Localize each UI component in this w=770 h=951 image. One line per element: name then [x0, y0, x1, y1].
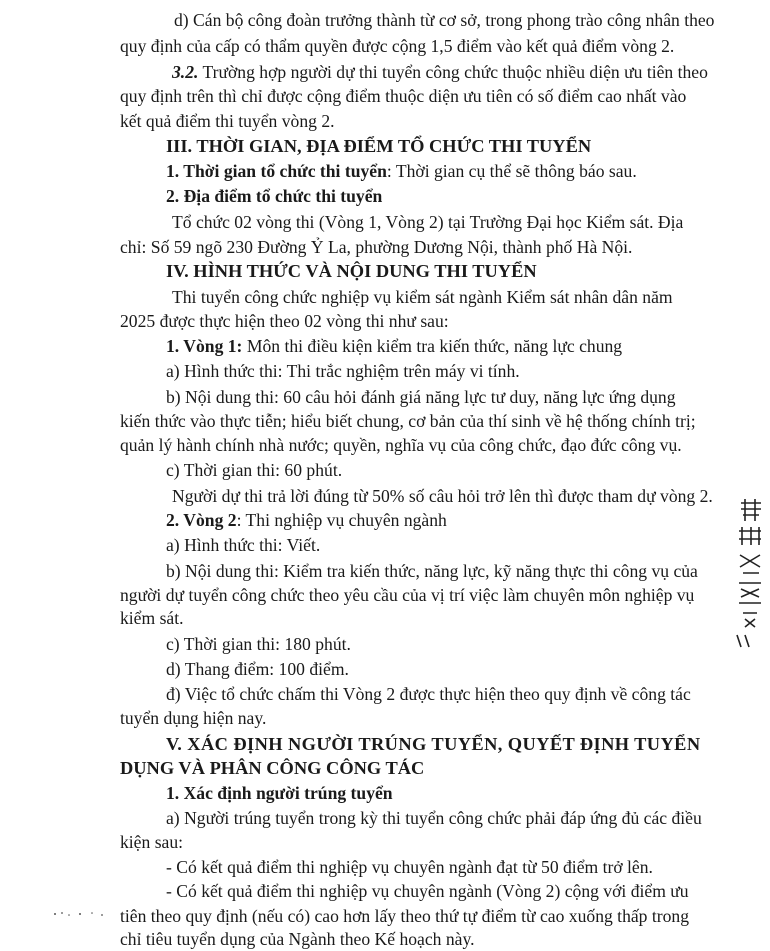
text-line: người dự tuyển công chức theo yêu cầu của vị trí việc làm chuyên môn nghiệp vụ — [120, 585, 695, 605]
text-line: a) Người trúng tuyển trong kỳ thi tuyển công chức phải đáp ứng đủ các điều — [166, 808, 702, 828]
clause-number: 3.2. — [172, 62, 199, 82]
text-line: kiểm sát. — [120, 608, 184, 628]
text-line: tiên theo quy định (nếu có) cao hơn lấy theo thứ tự điểm từ cao xuống thấp trong — [120, 906, 690, 926]
section-heading: V. XÁC ĐỊNH NGƯỜI TRÚNG TUYỂN, QUYẾT ĐỊNH TUYỂN — [166, 734, 701, 754]
round-label: 1. Vòng 1: — [166, 336, 243, 356]
text-line: Tổ chức 02 vòng thi (Vòng 1, Vòng 2) tại Trường Đại học Kiểm sát. Địa — [172, 212, 684, 232]
section-heading-continued: DỤNG VÀ PHÂN CÔNG CÔNG TÁC — [120, 758, 425, 778]
subsection-heading: 1. Xác định người trúng tuyển — [166, 783, 393, 803]
text-line — [166, 160, 637, 182]
text-line: Thi tuyển công chức nghiệp vụ kiểm sát ngành Kiểm sát nhân dân năm — [172, 287, 673, 307]
text-line: tuyển dụng hiện nay. — [120, 708, 267, 728]
text-line: b) Nội dung thi: 60 câu hỏi đánh giá năng lực tư duy, năng lực ứng dụng — [166, 387, 676, 407]
text-line: d) Thang điểm: 100 điểm. — [166, 659, 349, 679]
subsection-label: 1. Thời gian tổ chức thi tuyển — [166, 161, 387, 181]
round-label: 2. Vòng 2 — [166, 510, 237, 530]
text-line: c) Thời gian thi: 60 phút. — [166, 460, 343, 480]
text-line: Người dự thi trả lời đúng từ 50% số câu hỏi trở lên thì được tham dự vòng 2. — [172, 486, 713, 506]
subsection-heading: 2. Địa điểm tổ chức thi tuyển — [166, 186, 383, 206]
subsection-text: : Thời gian cụ thể sẽ thông báo sau. — [386, 161, 637, 181]
text-line — [172, 61, 708, 83]
text-line: chỉ tiêu tuyển dụng của Ngành theo Kế hoạch này. — [120, 929, 475, 949]
text-line: a) Hình thức thi: Viết. — [166, 535, 321, 555]
text-line: - Có kết quả điểm thi nghiệp vụ chuyên ngành đạt từ 50 điểm trở lên. — [166, 857, 653, 877]
text-line: 2025 được thực hiện theo 02 vòng thi như sau: — [120, 311, 449, 331]
text-line: quản lý hành chính nhà nước; quyền, nghĩa vụ của công chức, đạo đức công vụ. — [120, 435, 682, 455]
text-line — [166, 335, 622, 357]
text-line: chỉ: Số 59 ngõ 230 Đường Ỷ La, phường Dương Nội, thành phố Hà Nội. — [120, 237, 633, 257]
text-line: c) Thời gian thi: 180 phút. — [166, 634, 351, 654]
text-line: quy định trên thì chỉ được cộng điểm thuộc diện ưu tiên có số điểm cao nhất vào — [120, 86, 687, 106]
text-line: quy định của cấp có thẩm quyền được cộng 1,5 điểm vào kết quả điểm vòng 2. — [120, 36, 675, 56]
round-text: : Thi nghiệp vụ chuyên ngành — [236, 510, 447, 530]
text-line: kết quả điểm thi tuyển vòng 2. — [120, 111, 335, 131]
text-line: d) Cán bộ công đoàn trưởng thành từ cơ sở, trong phong trào công nhân theo — [174, 10, 715, 30]
text-line: kiến thức vào thực tiễn; hiểu biết chung, cơ bản của thí sinh về hệ thống chính trị; — [120, 411, 696, 431]
scan-speckle — [52, 904, 112, 920]
round-text: Môn thi điều kiện kiểm tra kiến thức, năng lực chung — [242, 336, 623, 356]
section-heading: IV. HÌNH THỨC VÀ NỘI DUNG THI TUYỂN — [166, 261, 537, 281]
section-heading: III. THỜI GIAN, ĐỊA ĐIỂM TỔ CHỨC THI TUYỂN — [166, 136, 592, 156]
clause-text: Trường hợp người dự thi tuyển công chức thuộc nhiều diện ưu tiên theo — [198, 62, 708, 82]
text-line: kiện sau: — [120, 832, 184, 852]
text-line: b) Nội dung thi: Kiểm tra kiến thức, năng lực, kỹ năng thực thi công vụ của — [166, 561, 698, 581]
text-line: - Có kết quả điểm thi nghiệp vụ chuyên ngành (Vòng 2) cộng với điểm ưu — [166, 881, 689, 901]
text-line — [166, 509, 447, 531]
text-line: đ) Việc tổ chức chấm thi Vòng 2 được thực hiện theo quy định về công tác — [166, 684, 691, 704]
margin-stamp-mark — [733, 495, 767, 650]
text-line: a) Hình thức thi: Thi trắc nghiệm trên máy vi tính. — [166, 361, 520, 381]
